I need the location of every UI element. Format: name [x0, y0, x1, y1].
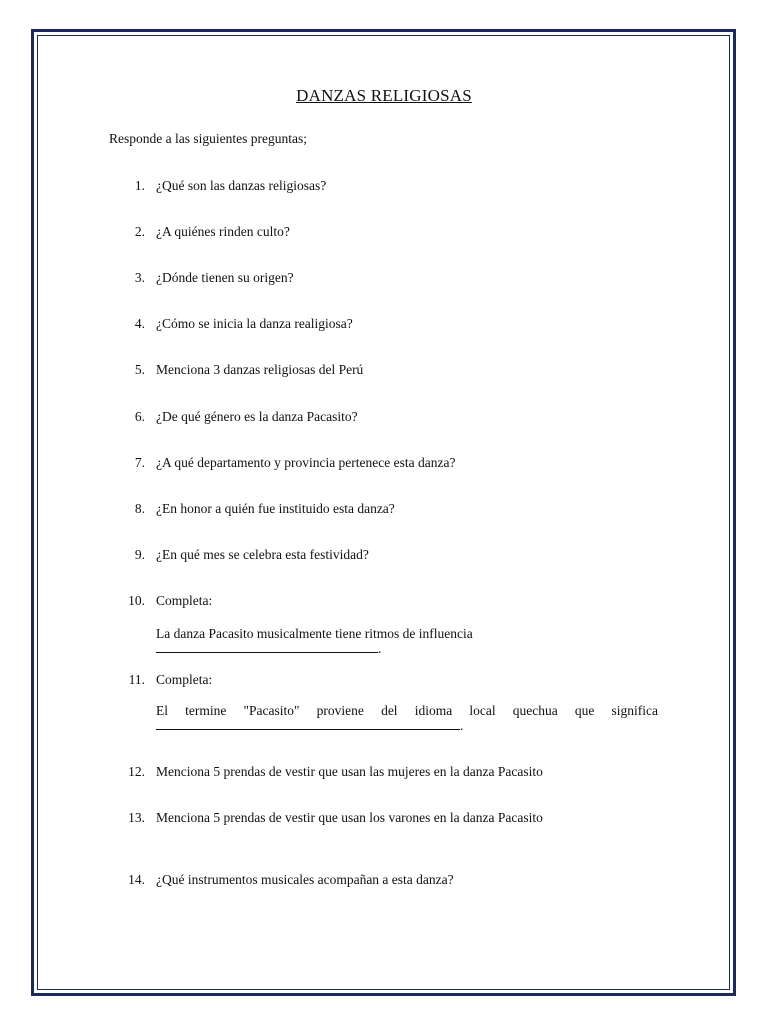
question-number: 3.	[134, 270, 145, 285]
question-text: ¿Qué son las danzas religiosas?	[156, 178, 327, 193]
question-10-statement: La danza Pacasito musicalmente tiene ritmos de influencia	[156, 626, 473, 641]
question-text: Menciona 3 danzas religiosas del Perú	[156, 362, 364, 377]
question-text: ¿De qué género es la danza Pacasito?	[156, 409, 358, 424]
answer-blank	[156, 719, 463, 733]
question-text: Menciona 5 prendas de vestir que usan los varones en la danza Pacasito	[156, 810, 543, 825]
answer-terminator: .	[378, 641, 382, 656]
question-number: 1.	[134, 178, 145, 193]
answer-blank	[156, 642, 381, 656]
question-11-statement: El termine "Pacasito" proviene del idioma local quechua que significa	[156, 703, 658, 718]
answer-line	[156, 642, 378, 653]
question-number: 5.	[134, 362, 145, 377]
question-text: ¿En qué mes se celebra esta festividad?	[156, 547, 369, 562]
question-number: 9.	[134, 547, 145, 562]
answer-line	[156, 719, 460, 730]
question-text: ¿Qué instrumentos musicales acompañan a esta danza?	[156, 872, 454, 887]
question-number: 12.	[128, 764, 145, 779]
question-text: Completa:	[156, 593, 213, 608]
page-title: DANZAS RELIGIOSAS	[296, 86, 472, 105]
question-text: ¿A quiénes rinden culto?	[156, 224, 290, 239]
question-text: ¿A qué departamento y provincia pertenece esta danza?	[156, 455, 456, 470]
answer-terminator: .	[460, 718, 464, 733]
question-number: 7.	[134, 455, 145, 470]
question-text: ¿Cómo se inicia la danza realigiosa?	[156, 316, 353, 331]
question-text: ¿Dónde tienen su origen?	[156, 270, 294, 285]
question-number: 11.	[128, 672, 145, 687]
question-text: ¿En honor a quién fue instituido esta danza?	[156, 501, 395, 516]
question-number: 4.	[134, 316, 145, 331]
question-number: 14.	[128, 872, 145, 887]
question-text: Completa:	[156, 672, 213, 687]
question-text: Menciona 5 prendas de vestir que usan las mujeres en la danza Pacasito	[156, 764, 543, 779]
question-number: 2.	[134, 224, 145, 239]
question-number: 8.	[134, 501, 145, 516]
question-number: 6.	[134, 409, 145, 424]
question-number: 13.	[128, 810, 145, 825]
instructions: Responde a las siguientes preguntas;	[109, 131, 307, 146]
question-number: 10.	[128, 593, 145, 608]
